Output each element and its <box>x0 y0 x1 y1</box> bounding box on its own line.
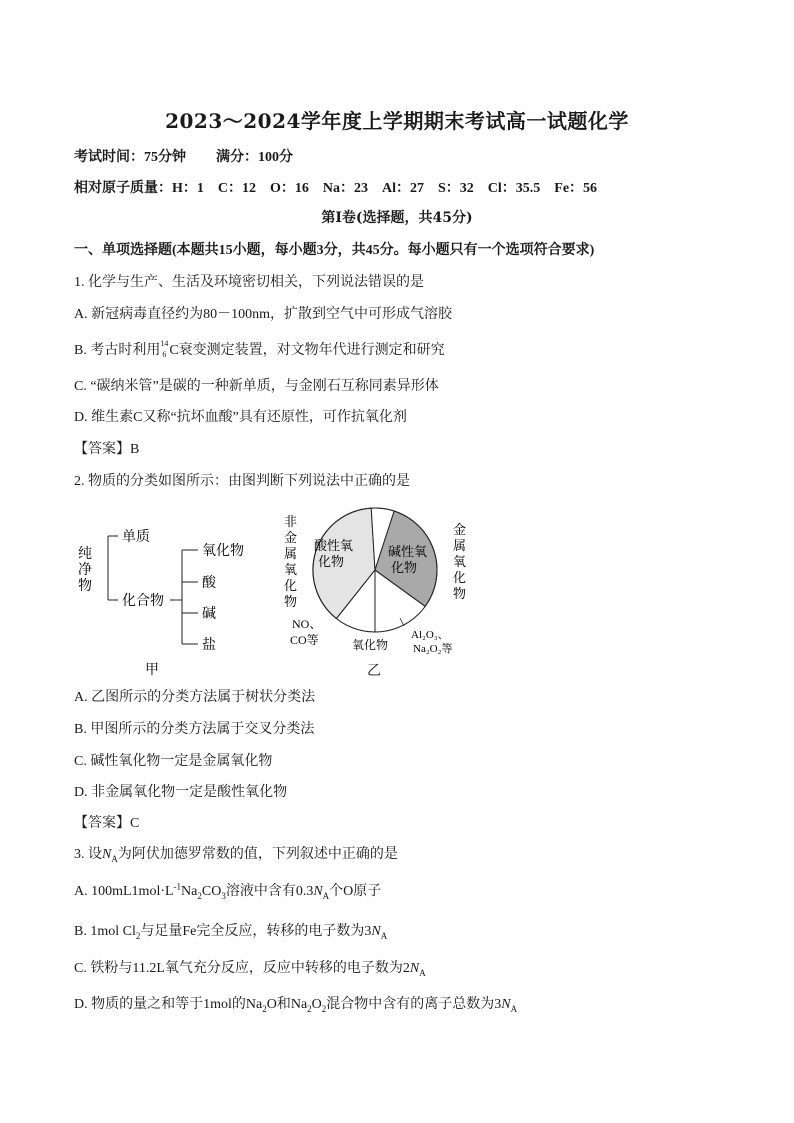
q2-answer: 【答案】C <box>74 816 140 831</box>
nonmetal-char-3: 属 <box>284 546 298 561</box>
q3-option-d <box>74 993 517 1013</box>
nonmetal-char-4: 氧 <box>284 562 298 577</box>
q1-stem: 1. 化学与生产、生活及环境密切相关，下列说法错误的是 <box>74 275 424 290</box>
q3-d-sub3: 2 <box>321 1003 327 1014</box>
q3-a-avogadro-sub: A <box>322 890 330 901</box>
q3-option-c <box>74 957 426 977</box>
acid-oxide-label-1: 酸性氧 <box>314 538 354 553</box>
avogadro-sub: A <box>111 853 118 864</box>
q3-a-sub1: 2 <box>197 890 202 901</box>
q1-option-d: D. 维生素C又称“抗坏血酸”具有还原性，可作抗氧化剂 <box>74 410 407 425</box>
isotope-mass: 14 <box>160 338 169 348</box>
exam-info <box>74 146 293 166</box>
acid-oxide-label-2: 化物 <box>318 554 345 569</box>
q1-b-pre: B. 考古时利用 <box>74 343 161 358</box>
root-char-2: 净 <box>78 563 92 578</box>
q3-d-sub1: 2 <box>262 1003 267 1014</box>
section-title: 一、单项选择题(本题共15小题，每小题3分，共45分。每小题只有一个选项符合要求) <box>74 243 595 258</box>
metal-char-5: 物 <box>453 586 467 601</box>
q3-stem-post: 为阿伏加德罗常数的值，下列叙述中正确的是 <box>117 847 398 862</box>
nonmetal-char-2: 金 <box>284 530 298 545</box>
q3-stem <box>74 843 398 863</box>
q3-a-sup: -1 <box>173 881 182 892</box>
q3-d-avogadro-sub: A <box>510 1003 518 1014</box>
q2-option-a: A. 乙图所示的分类方法属于树状分类法 <box>74 690 316 705</box>
q3-d-sub2: 2 <box>307 1003 312 1014</box>
q1-answer: 【答案】B <box>74 442 140 457</box>
q3-option-a <box>74 880 381 900</box>
q3-a-mid: 溶液中含有0.3 <box>225 884 314 899</box>
q3-a-sub2: 3 <box>221 890 226 901</box>
exam-score: 满分：100分 <box>216 150 293 165</box>
avogadro-symbol: N <box>102 847 112 862</box>
q1-b-post: C衰变测定装置，对文物年代进行测定和研究 <box>169 343 445 358</box>
q3-c-avogadro-sub: A <box>419 967 426 978</box>
isotope-scripts <box>160 338 169 359</box>
q2-option-b: B. 甲图所示的分类方法属于交叉分类法 <box>74 722 315 737</box>
q3-b-pre: B. 1mol Cl <box>74 924 136 939</box>
q3-stem-pre: 3. 设 <box>74 847 102 862</box>
node-oxide: 氧化物 <box>202 544 244 559</box>
q3-a-pre: A. 100mL1mol·L <box>74 884 174 899</box>
co-label: CO等 <box>290 633 319 647</box>
oxide-label: 氧化物 <box>352 638 389 652</box>
al2o3-pointer <box>400 618 404 626</box>
node-acid: 酸 <box>202 576 216 591</box>
q3-a-co: CO <box>201 884 222 899</box>
q3-c-pre: C. 铁粉与11.2L氧气充分反应，反应中转移的电子数为2 <box>74 961 410 976</box>
atomic-mass-line: 相对原子质量：H：1 C：12 O：16 Na：23 Al：27 S：32 Cl：35.5 Fe：56 <box>74 181 598 196</box>
q3-d-avogadro: N <box>501 997 511 1012</box>
q3-option-b <box>74 920 387 940</box>
q3-a-post: 个O原子 <box>329 884 382 899</box>
nonmetal-char-1: 非 <box>284 514 298 529</box>
q1-option-a: A. 新冠病毒直径约为80－100nm，扩散到空气中可形成气溶胶 <box>74 307 452 322</box>
q1-option-c: C. “碳纳米管”是碳的一种新单质，与金刚石互称同素异形体 <box>74 379 439 394</box>
q3-b-avogadro-sub: A <box>380 930 388 941</box>
node-compound: 化合物 <box>122 594 164 609</box>
exam-time: 考试时间：75分钟 <box>74 150 186 165</box>
metal-char-3: 氧 <box>453 554 467 569</box>
root-char-1: 纯 <box>78 547 92 562</box>
node-salt: 盐 <box>202 638 216 653</box>
classification-tree-diagram <box>70 520 260 680</box>
metal-char-4: 化 <box>453 570 467 585</box>
part-title: 第Ⅰ卷(选择题，共45分) <box>321 210 473 226</box>
basic-oxide-label-2: 化物 <box>391 560 418 575</box>
metal-char-2: 属 <box>453 538 467 553</box>
page-title: 2023～2024学年度上学期期末考试高一试题化学 <box>165 109 629 133</box>
isotope-number: 6 <box>162 349 167 359</box>
q3-d-pre: D. 物质的量之和等于1mol的Na <box>74 997 263 1012</box>
q2-option-d: D. 非金属氧化物一定是酸性氧化物 <box>74 785 288 800</box>
node-base: 碱 <box>202 607 216 622</box>
nonmetal-char-6: 物 <box>284 594 298 609</box>
no-label: NO、 <box>292 617 322 631</box>
diagram-caption-yi: 乙 <box>367 664 381 679</box>
diagram-caption-jia: 甲 <box>145 663 159 678</box>
q3-d-post: 混合物中含有的离子总数为3 <box>326 997 502 1012</box>
basic-oxide-label-1: 碱性氧 <box>388 544 428 559</box>
na2o2-label: Na₂O₂等 <box>413 643 453 655</box>
q2-option-c: C. 碱性氧化物一定是金属氧化物 <box>74 754 273 769</box>
metal-char-1: 金 <box>453 522 467 537</box>
root-char-3: 物 <box>78 579 92 594</box>
al2o3-label: Al₂O₃、 <box>411 629 449 641</box>
q3-b-sub: 2 <box>135 930 141 941</box>
q3-a-avogadro: N <box>313 884 323 899</box>
q3-d-mid2: O <box>311 997 322 1012</box>
q1-option-b <box>74 339 445 359</box>
q3-c-avogadro: N <box>409 961 420 976</box>
q3-d-mid: O和Na <box>266 997 308 1012</box>
q3-b-post: 与足量Fe完全反应，转移的电子数为3 <box>140 924 372 939</box>
nonmetal-char-5: 化 <box>284 578 298 593</box>
q3-a-na: Na <box>181 884 198 899</box>
q3-b-avogadro: N <box>371 924 381 939</box>
node-element: 单质 <box>122 530 150 545</box>
q2-stem: 2. 物质的分类如图所示：由图判断下列说法中正确的是 <box>74 474 410 489</box>
oxide-classification-pie <box>270 500 480 660</box>
